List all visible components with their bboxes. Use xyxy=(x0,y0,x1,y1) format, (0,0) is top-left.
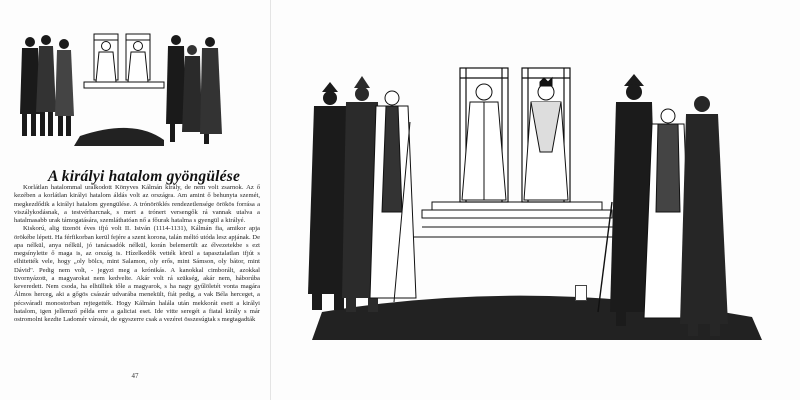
page-number: 47 xyxy=(131,372,139,380)
paragraph-1: Korlátlan hatalommal uralkodott Könyves Kálmán király, de nem volt zsarnok. Az ő kezében a korlátlan királyi hatalom áldás volt az országra. Am amint ő behunyta szemét, megkezdődik a királyi hatalom gyengülése. A trónöröklés rendezetlensége örökös forrása a viszálykodásnak, a testvérharcnak, s mert a trónert versengők rá vannak utalva a hatalmasabb urak támogatására, szemláthatóan nő a főurak hatalma s gyengül a királyé. xyxy=(14,184,260,224)
large-illustration xyxy=(282,62,790,344)
body-text xyxy=(14,184,260,362)
artist-signature xyxy=(575,285,587,301)
paragraph-2: Kiskorú, alig tizenöt éves ifjú volt II. István (1114-1131), Kálmán fia, amikor apja örökébe lépett. Ha férfikorban kerül fejére a szent korona, talán méltó utóda lesz apjának. De apa nélkül, anya nélkül, jó tanácsadók nélkül, korán belemerült az élvezetekbe s ezt megsínylette ő maga is, az ország is. Hízelkedők vették körül a tapasztalatlan ifjút s elhitették vele, hogy „oly bölcs, mint Salamon, oly erős, mint Sámson, oly bátor, mint Dávid". Pedig nem volt, - jegyzi meg a krónikás. A kanokkal cimborált, azokkal tivornyázott, a magyarokat nem kedvelte. Akár volt rá szükség, akár nem, háborúba keveredett. Nem csoda, ha elhülltek tőle a magyarok, s ha nagy gyűlöletét vonta magára Álmos herceg, aki a gőgös császár udvarába menekült, fiát pedig, a vak Béla herceget, a pécsváradi monostorban rejtegették. Hogy Kálmán halála után mekkorát esett a királyi hatalom, igen jellemző példa erre a galiciai eset. Ide vitte seregét a fiatal király s már ostromolni kezdte Ladomér városát, de egyszerre csak a vezérei összesúgtak s megtagadták xyxy=(14,225,260,323)
small-illustration xyxy=(14,28,242,150)
chapter-title: A királyi hatalom gyöngülése xyxy=(48,168,241,186)
page-fold xyxy=(270,0,271,400)
